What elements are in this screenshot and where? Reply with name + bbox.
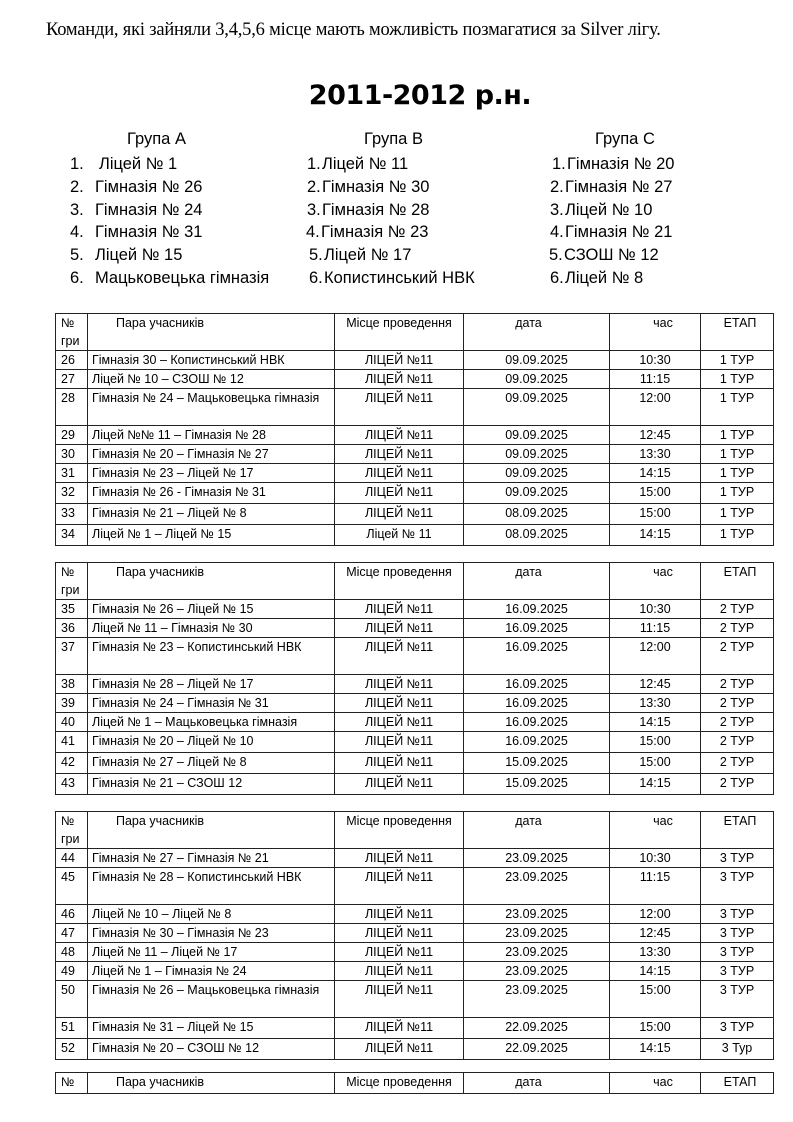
cell-pair: Гімназія № 27 – Ліцей № 8 <box>88 753 335 774</box>
table-row <box>56 351 774 370</box>
group-title: Група В <box>364 130 423 148</box>
cell-time: 11:15 <box>610 619 701 638</box>
cell-date: 09.09.2025 <box>464 483 610 504</box>
cell-pair: Гімназія № 23 – Копистинський НВК <box>88 638 335 675</box>
table-row <box>56 849 774 868</box>
table-header-row <box>56 812 774 849</box>
cell-no: 49 <box>56 962 88 981</box>
table-row <box>56 389 774 426</box>
cell-date: 23.09.2025 <box>464 962 610 981</box>
group-item: 6. Мацьковецька гімназія <box>70 269 270 287</box>
cell-pair: Ліцей № 11 – Ліцей № 17 <box>88 943 335 962</box>
group-item: 4.Гімназія № 23 <box>306 223 429 241</box>
cell-pair: Ліцей № 11 – Гімназія № 30 <box>88 619 335 638</box>
cell-date: 16.09.2025 <box>464 713 610 732</box>
cell-date: 22.09.2025 <box>464 1018 610 1039</box>
cell-stage: 2 ТУР <box>701 753 774 774</box>
cell-no: 36 <box>56 619 88 638</box>
cell-time: 10:30 <box>610 600 701 619</box>
cell-no: 38 <box>56 675 88 694</box>
cell-time: 15:00 <box>610 753 701 774</box>
cell-date: 16.09.2025 <box>464 638 610 675</box>
cell-date: 09.09.2025 <box>464 445 610 464</box>
cell-place: ЛІЦЕЙ №11 <box>335 638 464 675</box>
cell-stage: 2 ТУР <box>701 619 774 638</box>
header-time: час <box>610 1073 701 1094</box>
cell-no: 40 <box>56 713 88 732</box>
cell-no: 31 <box>56 464 88 483</box>
table-header-row <box>56 563 774 600</box>
schedule-table-round-2 <box>55 562 774 795</box>
cell-place: ЛІЦЕЙ №11 <box>335 924 464 943</box>
group-item: 4. Гімназія № 31 <box>70 223 203 241</box>
cell-date: 09.09.2025 <box>464 351 610 370</box>
cell-pair: Ліцей № 1 – Мацьковецька гімназія <box>88 713 335 732</box>
table-row <box>56 426 774 445</box>
cell-pair: Гімназія № 26 - Гімназія № 31 <box>88 483 335 504</box>
cell-date: 23.09.2025 <box>464 981 610 1018</box>
cell-stage: 1 ТУР <box>701 389 774 426</box>
table-row <box>56 525 774 546</box>
cell-pair: Гімназія № 28 – Ліцей № 17 <box>88 675 335 694</box>
cell-time: 15:00 <box>610 483 701 504</box>
cell-pair: Гімназія № 20 – Гімназія № 27 <box>88 445 335 464</box>
group-item: 3. Гімназія № 24 <box>70 201 203 219</box>
cell-pair: Гімназія № 24 – Мацьковецька гімназія <box>88 389 335 426</box>
cell-time: 11:15 <box>610 370 701 389</box>
cell-place: ЛІЦЕЙ №11 <box>335 732 464 753</box>
cell-time: 13:30 <box>610 943 701 962</box>
cell-stage: 3 Тур <box>701 1039 774 1060</box>
cell-date: 16.09.2025 <box>464 675 610 694</box>
group-item: 1. Ліцей № 1 <box>70 155 178 173</box>
cell-pair: Ліцей № 1 – Ліцей № 15 <box>88 525 335 546</box>
table-row <box>56 905 774 924</box>
cell-stage: 3 ТУР <box>701 962 774 981</box>
cell-stage: 2 ТУР <box>701 732 774 753</box>
header-time: час <box>610 314 701 351</box>
table-header-row <box>56 314 774 351</box>
cell-pair: Гімназія № 21 – Ліцей № 8 <box>88 504 335 525</box>
cell-date: 15.09.2025 <box>464 774 610 795</box>
header-date: дата <box>464 812 610 849</box>
cell-stage: 1 ТУР <box>701 464 774 483</box>
cell-no: 51 <box>56 1018 88 1039</box>
table-row <box>56 675 774 694</box>
header-time: час <box>610 563 701 600</box>
header-stage: ЕТАП <box>701 563 774 600</box>
cell-time: 14:15 <box>610 1039 701 1060</box>
header-stage: ЕТАП <box>701 314 774 351</box>
page-title: 2011-2012 р.н. <box>308 80 532 111</box>
cell-no: 46 <box>56 905 88 924</box>
cell-stage: 3 ТУР <box>701 1018 774 1039</box>
cell-pair: Гімназія № 28 – Копистинський НВК <box>88 868 335 905</box>
cell-place: ЛІЦЕЙ №11 <box>335 849 464 868</box>
table-row <box>56 943 774 962</box>
cell-time: 14:15 <box>610 525 701 546</box>
cell-place: ЛІЦЕЙ №11 <box>335 962 464 981</box>
cell-place: ЛІЦЕЙ №11 <box>335 370 464 389</box>
cell-place: ЛІЦЕЙ №11 <box>335 675 464 694</box>
cell-no: 39 <box>56 694 88 713</box>
group-item: 3.Гімназія № 28 <box>307 201 430 219</box>
cell-pair: Гімназія № 27 – Гімназія № 21 <box>88 849 335 868</box>
cell-time: 14:15 <box>610 713 701 732</box>
table-row <box>56 774 774 795</box>
schedule-table-round-1 <box>55 313 774 546</box>
cell-stage: 1 ТУР <box>701 445 774 464</box>
cell-stage: 2 ТУР <box>701 694 774 713</box>
group-item: 1.Гімназія № 20 <box>552 155 675 173</box>
cell-time: 15:00 <box>610 981 701 1018</box>
group-item: 5.СЗОШ № 12 <box>549 246 659 264</box>
cell-pair: Гімназія № 26 – Мацьковецька гімназія <box>88 981 335 1018</box>
cell-stage: 3 ТУР <box>701 849 774 868</box>
header-place: Місце проведення <box>335 563 464 600</box>
cell-time: 14:15 <box>610 464 701 483</box>
cell-stage: 1 ТУР <box>701 351 774 370</box>
table-row <box>56 600 774 619</box>
cell-time: 15:00 <box>610 732 701 753</box>
cell-pair: Гімназія № 21 – СЗОШ 12 <box>88 774 335 795</box>
cell-time: 12:00 <box>610 389 701 426</box>
table-row <box>56 732 774 753</box>
table-row <box>56 370 774 389</box>
cell-no: 50 <box>56 981 88 1018</box>
cell-place: ЛІЦЕЙ №11 <box>335 464 464 483</box>
header-game-number: № гри <box>56 812 88 849</box>
cell-place: ЛІЦЕЙ №11 <box>335 1018 464 1039</box>
cell-stage: 2 ТУР <box>701 713 774 732</box>
cell-place: Ліцей № 11 <box>335 525 464 546</box>
cell-pair: Гімназія № 23 – Ліцей № 17 <box>88 464 335 483</box>
cell-stage: 2 ТУР <box>701 675 774 694</box>
cell-time: 12:00 <box>610 905 701 924</box>
cell-time: 15:00 <box>610 504 701 525</box>
header-stage: ЕТАП <box>701 1073 774 1094</box>
table-row <box>56 619 774 638</box>
header-pair: Пара учасників <box>88 563 335 600</box>
cell-date: 23.09.2025 <box>464 943 610 962</box>
cell-no: 35 <box>56 600 88 619</box>
cell-stage: 3 ТУР <box>701 981 774 1018</box>
cell-no: 52 <box>56 1039 88 1060</box>
cell-date: 15.09.2025 <box>464 753 610 774</box>
cell-stage: 1 ТУР <box>701 525 774 546</box>
group-item: 3.Ліцей № 10 <box>550 201 653 219</box>
cell-stage: 2 ТУР <box>701 774 774 795</box>
cell-no: 34 <box>56 525 88 546</box>
header-date: дата <box>464 563 610 600</box>
cell-pair: Гімназія № 24 – Гімназія № 31 <box>88 694 335 713</box>
cell-no: 47 <box>56 924 88 943</box>
group-item: 6.Копистинський НВК <box>309 269 475 287</box>
table-row <box>56 504 774 525</box>
cell-date: 08.09.2025 <box>464 525 610 546</box>
cell-stage: 1 ТУР <box>701 483 774 504</box>
cell-stage: 1 ТУР <box>701 426 774 445</box>
group-title: Група А <box>127 130 186 148</box>
cell-place: ЛІЦЕЙ №11 <box>335 504 464 525</box>
table-row <box>56 638 774 675</box>
cell-time: 12:45 <box>610 426 701 445</box>
table-row <box>56 445 774 464</box>
cell-no: 37 <box>56 638 88 675</box>
cell-no: 27 <box>56 370 88 389</box>
table-header-row <box>56 1073 774 1094</box>
cell-no: 29 <box>56 426 88 445</box>
cell-time: 14:15 <box>610 962 701 981</box>
cell-date: 16.09.2025 <box>464 732 610 753</box>
cell-pair: Ліцей № 10 – СЗОШ № 12 <box>88 370 335 389</box>
cell-time: 12:45 <box>610 924 701 943</box>
cell-time: 13:30 <box>610 445 701 464</box>
cell-no: 48 <box>56 943 88 962</box>
cell-time: 10:30 <box>610 849 701 868</box>
table-row <box>56 483 774 504</box>
cell-date: 16.09.2025 <box>464 694 610 713</box>
cell-pair: Ліцей №№ 11 – Гімназія № 28 <box>88 426 335 445</box>
cell-pair: Гімназія № 26 – Ліцей № 15 <box>88 600 335 619</box>
cell-stage: 1 ТУР <box>701 504 774 525</box>
group-item: 4.Гімназія № 21 <box>550 223 673 241</box>
cell-stage: 3 ТУР <box>701 943 774 962</box>
cell-no: 42 <box>56 753 88 774</box>
cell-no: 45 <box>56 868 88 905</box>
cell-no: 32 <box>56 483 88 504</box>
cell-place: ЛІЦЕЙ №11 <box>335 1039 464 1060</box>
intro-text: Команди, які зайняли 3,4,5,6 місце мають можливість позмагатися за Silver лігу. <box>46 20 661 40</box>
cell-date: 09.09.2025 <box>464 426 610 445</box>
group-item: 5.Ліцей № 17 <box>309 246 412 264</box>
cell-pair: Ліцей № 1 – Гімназія № 24 <box>88 962 335 981</box>
cell-time: 12:45 <box>610 675 701 694</box>
cell-no: 26 <box>56 351 88 370</box>
cell-stage: 3 ТУР <box>701 868 774 905</box>
cell-date: 08.09.2025 <box>464 504 610 525</box>
cell-date: 16.09.2025 <box>464 619 610 638</box>
schedule-table-round-4 <box>55 1072 774 1094</box>
table-row <box>56 753 774 774</box>
table-row <box>56 962 774 981</box>
cell-place: ЛІЦЕЙ №11 <box>335 774 464 795</box>
cell-place: ЛІЦЕЙ №11 <box>335 483 464 504</box>
table-row <box>56 713 774 732</box>
table-row <box>56 924 774 943</box>
cell-place: ЛІЦЕЙ №11 <box>335 981 464 1018</box>
header-place: Місце проведення <box>335 314 464 351</box>
cell-stage: 3 ТУР <box>701 905 774 924</box>
group-title: Група С <box>595 130 655 148</box>
cell-place: ЛІЦЕЙ №11 <box>335 753 464 774</box>
cell-time: 14:15 <box>610 774 701 795</box>
cell-place: ЛІЦЕЙ №11 <box>335 351 464 370</box>
cell-no: 41 <box>56 732 88 753</box>
cell-place: ЛІЦЕЙ №11 <box>335 619 464 638</box>
group-item: 6.Ліцей № 8 <box>550 269 644 287</box>
header-game-number: № <box>56 1073 88 1094</box>
header-place: Місце проведення <box>335 1073 464 1094</box>
cell-place: ЛІЦЕЙ №11 <box>335 713 464 732</box>
cell-place: ЛІЦЕЙ №11 <box>335 943 464 962</box>
cell-no: 44 <box>56 849 88 868</box>
cell-no: 28 <box>56 389 88 426</box>
cell-no: 43 <box>56 774 88 795</box>
table-row <box>56 1039 774 1060</box>
cell-pair: Гімназія 30 – Копистинський НВК <box>88 351 335 370</box>
table-row <box>56 1018 774 1039</box>
cell-place: ЛІЦЕЙ №11 <box>335 600 464 619</box>
cell-date: 23.09.2025 <box>464 905 610 924</box>
cell-time: 13:30 <box>610 694 701 713</box>
cell-place: ЛІЦЕЙ №11 <box>335 389 464 426</box>
header-pair: Пара учасників <box>88 314 335 351</box>
group-item: 2.Гімназія № 30 <box>307 178 430 196</box>
header-pair: Пара учасників <box>88 812 335 849</box>
cell-place: ЛІЦЕЙ №11 <box>335 868 464 905</box>
cell-date: 23.09.2025 <box>464 849 610 868</box>
group-item: 5. Ліцей № 15 <box>70 246 183 264</box>
header-place: Місце проведення <box>335 812 464 849</box>
cell-place: ЛІЦЕЙ №11 <box>335 905 464 924</box>
cell-stage: 1 ТУР <box>701 370 774 389</box>
header-time: час <box>610 812 701 849</box>
cell-place: ЛІЦЕЙ №11 <box>335 445 464 464</box>
cell-time: 12:00 <box>610 638 701 675</box>
group-item: 1.Ліцей № 11 <box>307 155 409 173</box>
cell-pair: Гімназія № 31 – Ліцей № 15 <box>88 1018 335 1039</box>
group-item: 2. Гімназія № 26 <box>70 178 203 196</box>
cell-time: 15:00 <box>610 1018 701 1039</box>
cell-date: 23.09.2025 <box>464 924 610 943</box>
table-row <box>56 694 774 713</box>
cell-date: 09.09.2025 <box>464 370 610 389</box>
cell-date: 23.09.2025 <box>464 868 610 905</box>
header-game-number: № гри <box>56 563 88 600</box>
cell-stage: 2 ТУР <box>701 600 774 619</box>
cell-pair: Гімназія № 30 – Гімназія № 23 <box>88 924 335 943</box>
cell-place: ЛІЦЕЙ №11 <box>335 694 464 713</box>
cell-pair: Ліцей № 10 – Ліцей № 8 <box>88 905 335 924</box>
schedule-table-round-3 <box>55 811 774 1060</box>
header-game-number: № гри <box>56 314 88 351</box>
header-date: дата <box>464 1073 610 1094</box>
cell-place: ЛІЦЕЙ №11 <box>335 426 464 445</box>
table-row <box>56 464 774 483</box>
header-stage: ЕТАП <box>701 812 774 849</box>
cell-date: 09.09.2025 <box>464 389 610 426</box>
cell-time: 11:15 <box>610 868 701 905</box>
table-row <box>56 868 774 905</box>
cell-stage: 2 ТУР <box>701 638 774 675</box>
header-date: дата <box>464 314 610 351</box>
cell-no: 30 <box>56 445 88 464</box>
header-pair: Пара учасників <box>88 1073 335 1094</box>
cell-date: 22.09.2025 <box>464 1039 610 1060</box>
cell-no: 33 <box>56 504 88 525</box>
cell-date: 16.09.2025 <box>464 600 610 619</box>
cell-date: 09.09.2025 <box>464 464 610 483</box>
cell-pair: Гімназія № 20 – СЗОШ № 12 <box>88 1039 335 1060</box>
group-item: 2.Гімназія № 27 <box>550 178 673 196</box>
table-row <box>56 981 774 1018</box>
cell-stage: 3 ТУР <box>701 924 774 943</box>
cell-pair: Гімназія № 20 – Ліцей № 10 <box>88 732 335 753</box>
cell-time: 10:30 <box>610 351 701 370</box>
